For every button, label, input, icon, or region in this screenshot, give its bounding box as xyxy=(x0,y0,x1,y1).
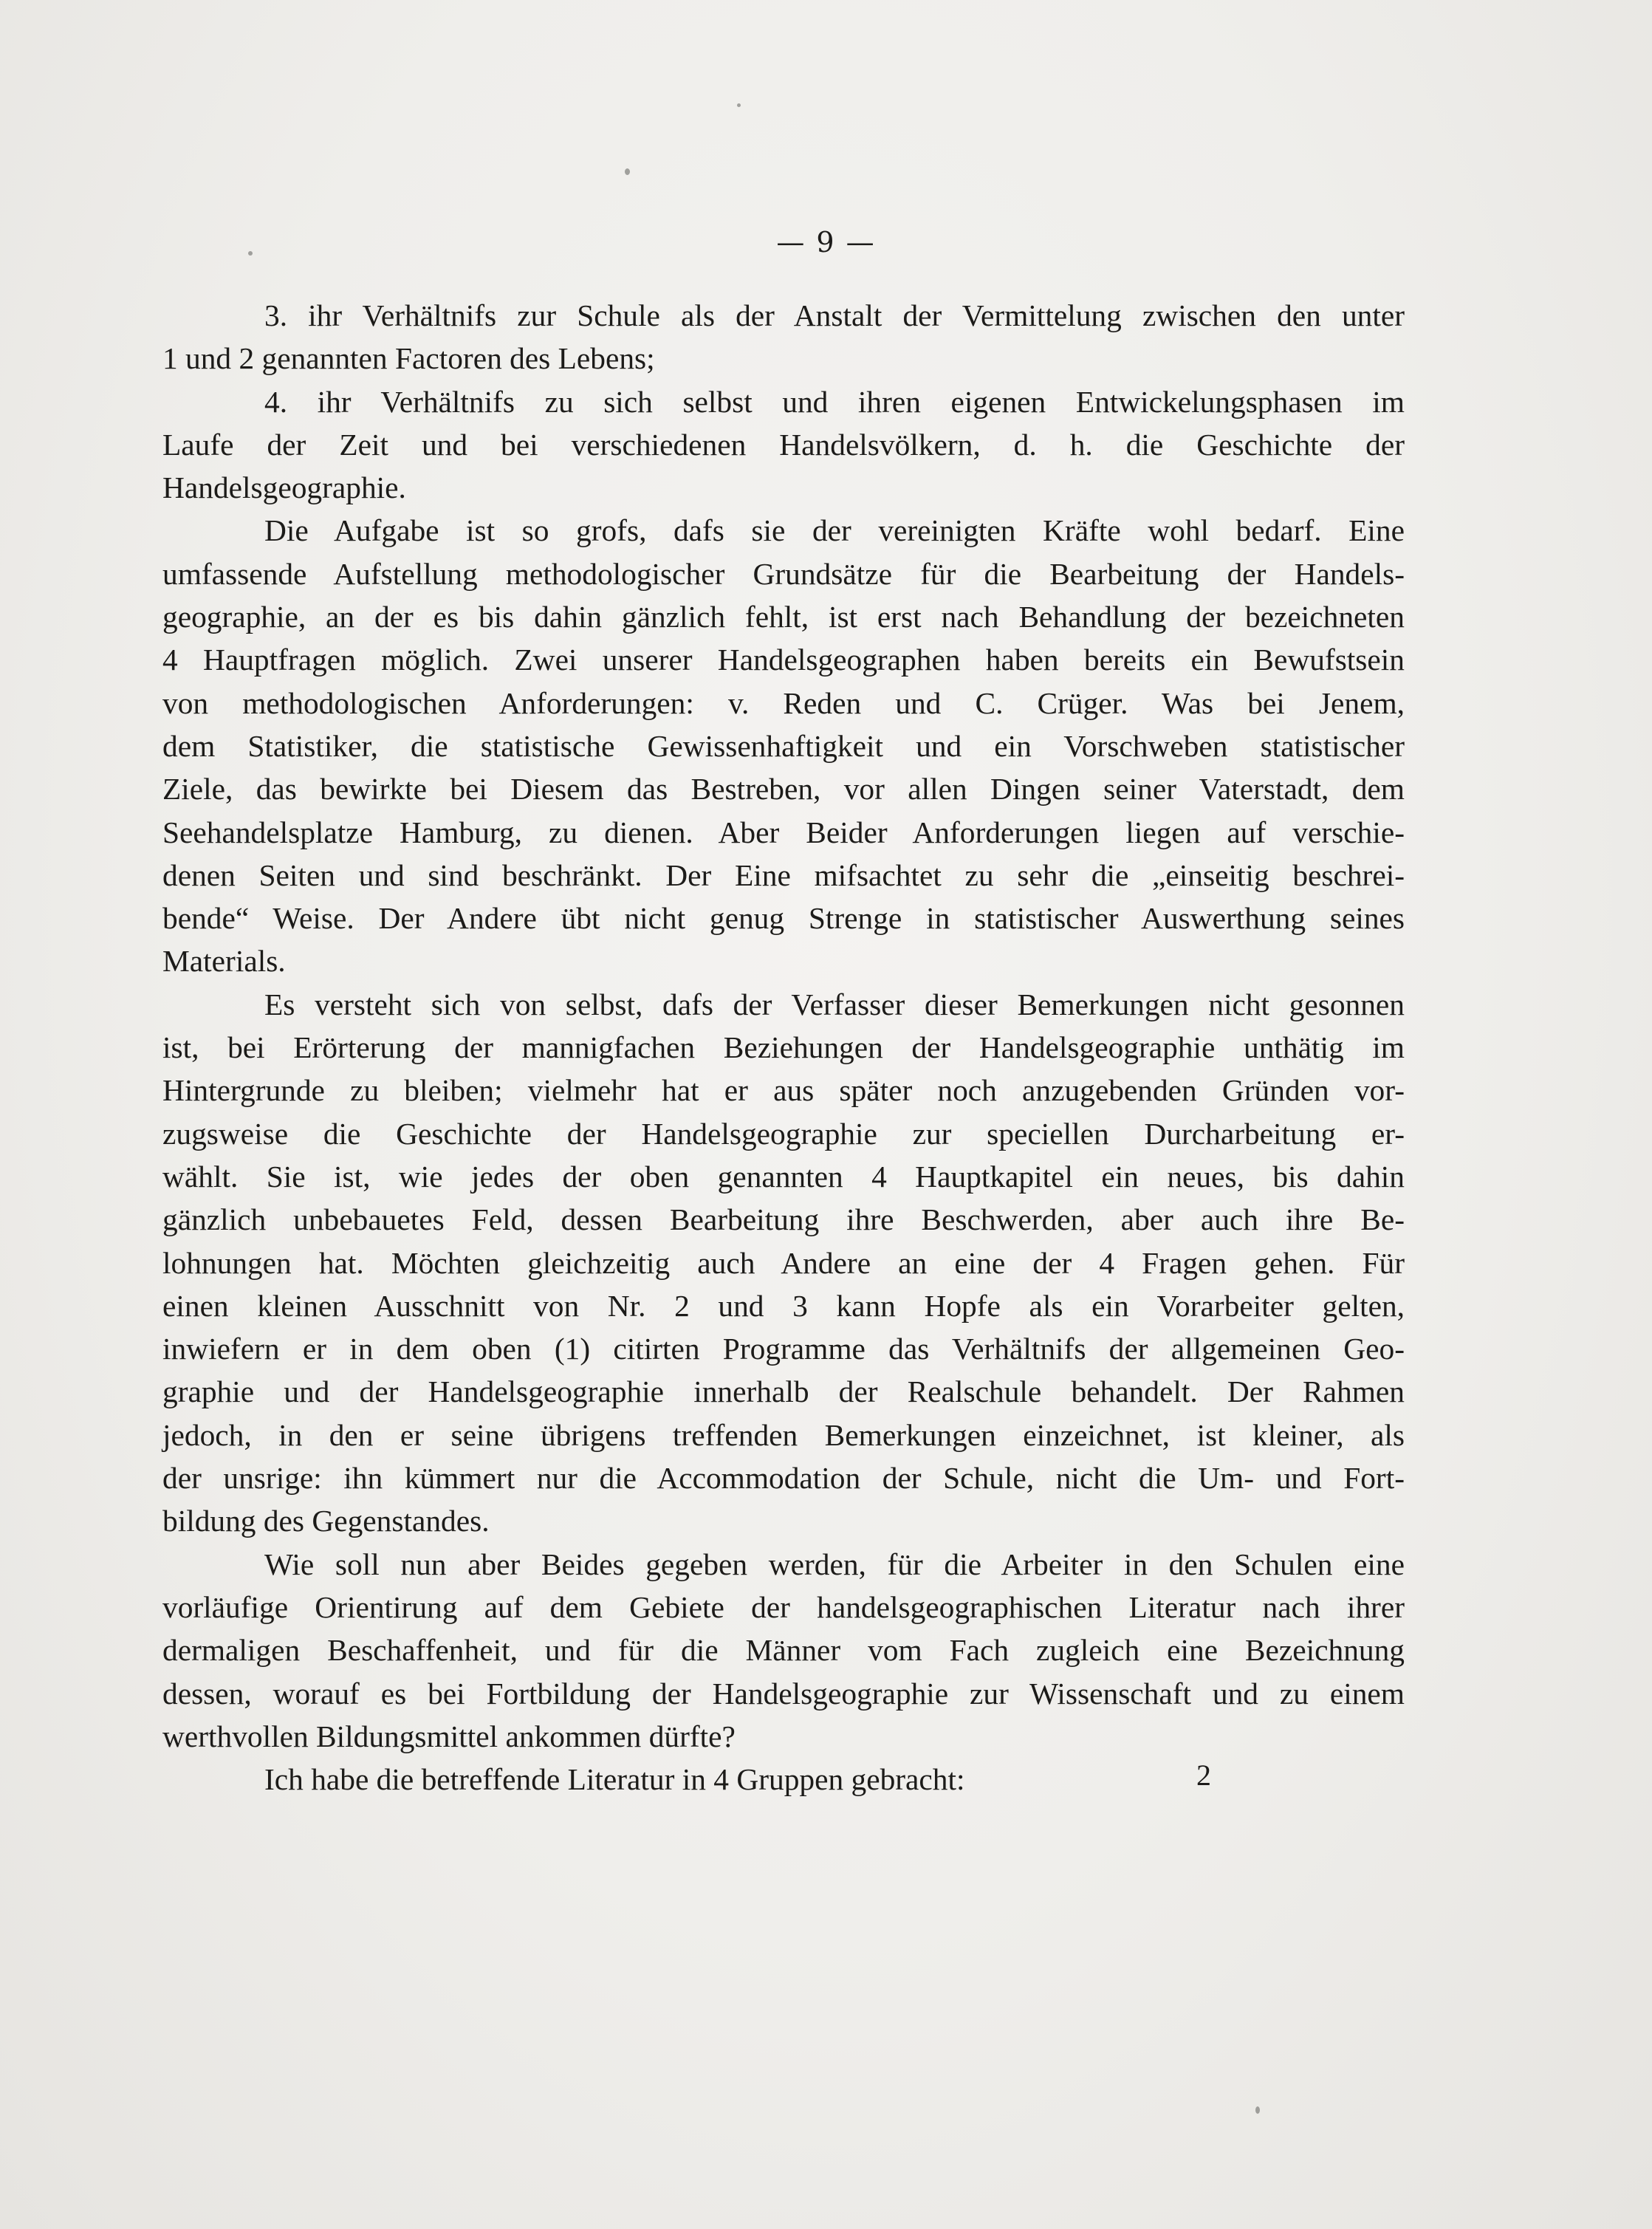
text-line: 4. ihr Verhältnifs zu sich selbst und ihren eigenen Entwickelungsphasen im xyxy=(264,384,1405,419)
text-line: umfassende Aufstellung methodologischer Grundsätze für die Bearbeitung der Handels- xyxy=(162,556,1405,591)
text-line: 1 und 2 genannten Factoren des Lebens; xyxy=(162,341,655,376)
text-line: Hintergrunde zu bleiben; vielmehr hat er aus später noch anzugebenden Gründen vor- xyxy=(162,1073,1405,1108)
text-line: dem Statistiker, die statistische Gewissenhaftigkeit und ein Vorschweben statistischer xyxy=(162,728,1405,763)
text-line: geographie, an der es bis dahin gänzlich fehlt, ist erst nach Behandlung der bezeichneten xyxy=(162,600,1405,634)
scan-speck xyxy=(1255,2106,1260,2114)
text-line: von methodologischen Anforderungen: v. Reden und C. Crüger. Was bei Jenem, xyxy=(162,685,1405,720)
text-line: bildung des Gegenstandes. xyxy=(162,1504,490,1538)
text-line: dessen, worauf es bei Fortbildung der Handelsgeographie zur Wissenschaft und zu einem xyxy=(162,1676,1405,1711)
text-line: lohnungen hat. Möchten gleichzeitig auch Andere an eine der 4 Fragen gehen. Für xyxy=(162,1245,1405,1280)
text-line: Ich habe die betreffende Literatur in 4 Gruppen gebracht: xyxy=(264,1762,965,1797)
text-line: wählt. Sie ist, wie jedes der oben genannten 4 Hauptkapitel ein neues, bis dahin xyxy=(162,1159,1405,1194)
text-line: bende“ Weise. Der Andere übt nicht genug Strenge in statistischer Auswerthung seines xyxy=(162,901,1405,936)
text-line: Ziele, das bewirkte bei Diesem das Bestreben, vor allen Dingen seiner Vaterstadt, dem xyxy=(162,772,1405,807)
page-number: — 9 — xyxy=(776,226,876,258)
text-line: inwiefern er in dem oben (1) citirten Programme das Verhältnifs der allgemeinen Geo- xyxy=(162,1332,1405,1366)
text-line: Handelsgeographie. xyxy=(162,470,406,505)
text-line: ist, bei Erörterung der mannigfachen Beziehungen der Handelsgeographie unthätig im xyxy=(162,1030,1405,1065)
text-line: der unsrige: ihn kümmert nur die Accommodation der Schule, nicht die Um- und Fort- xyxy=(162,1461,1405,1496)
text-line: Wie soll nun aber Beides gegeben werden, für die Arbeiter in den Schulen eine xyxy=(264,1547,1405,1581)
text-line: denen Seiten und sind beschränkt. Der Eine mifsachtet zu sehr die „einseitig beschrei- xyxy=(162,857,1405,892)
text-line: einen kleinen Ausschnitt von Nr. 2 und 3 kann Hopfe als ein Vorarbeiter gelten, xyxy=(162,1288,1405,1323)
text-line: 4 Hauptfragen möglich. Zwei unserer Handelsgeographen haben bereits ein Bewufstsein xyxy=(162,643,1405,677)
text-line: Seehandelsplatze Hamburg, zu dienen. Aber Beider Anforderungen liegen auf verschie- xyxy=(162,815,1405,849)
text-line: jedoch, in den er seine übrigens treffenden Bemerkungen einzeichnet, ist kleiner, als xyxy=(162,1417,1405,1452)
text-line: Es versteht sich von selbst, dafs der Verfasser dieser Bemerkungen nicht gesonnen xyxy=(264,987,1405,1021)
text-line: werthvollen Bildungsmittel ankommen dürfte? xyxy=(162,1719,736,1753)
scan-speck xyxy=(737,103,741,107)
text-line: vorläufige Orientirung auf dem Gebiete der handelsgeographischen Literatur nach ihrer xyxy=(162,1589,1405,1624)
text-line: Laufe der Zeit und bei verschiedenen Handelsvölkern, d. h. die Geschichte der xyxy=(162,427,1405,462)
text-line: Die Aufgabe ist so grofs, dafs sie der vereinigten Kräfte wohl bedarf. Eine xyxy=(264,513,1405,548)
text-line: Materials. xyxy=(162,944,286,979)
text-line: zugsweise die Geschichte der Handelsgeographie zur speciellen Durcharbeitung er- xyxy=(162,1116,1405,1151)
scan-speck xyxy=(625,168,630,175)
text-line: gänzlich unbebauetes Feld, dessen Bearbeitung ihre Beschwerden, aber auch ihre Be- xyxy=(162,1202,1405,1237)
body-text xyxy=(162,294,1405,1801)
signature-mark: 2 xyxy=(1196,1759,1211,1792)
text-line: graphie und der Handelsgeographie innerhalb der Realschule behandelt. Der Rahmen xyxy=(162,1374,1405,1409)
scan-speck xyxy=(248,251,253,256)
text-line: 3. ihr Verhältnifs zur Schule als der Anstalt der Vermittelung zwischen den unter xyxy=(264,298,1405,332)
text-line: dermaligen Beschaffenheit, und für die Männer vom Fach zugleich eine Bezeichnung xyxy=(162,1633,1405,1668)
